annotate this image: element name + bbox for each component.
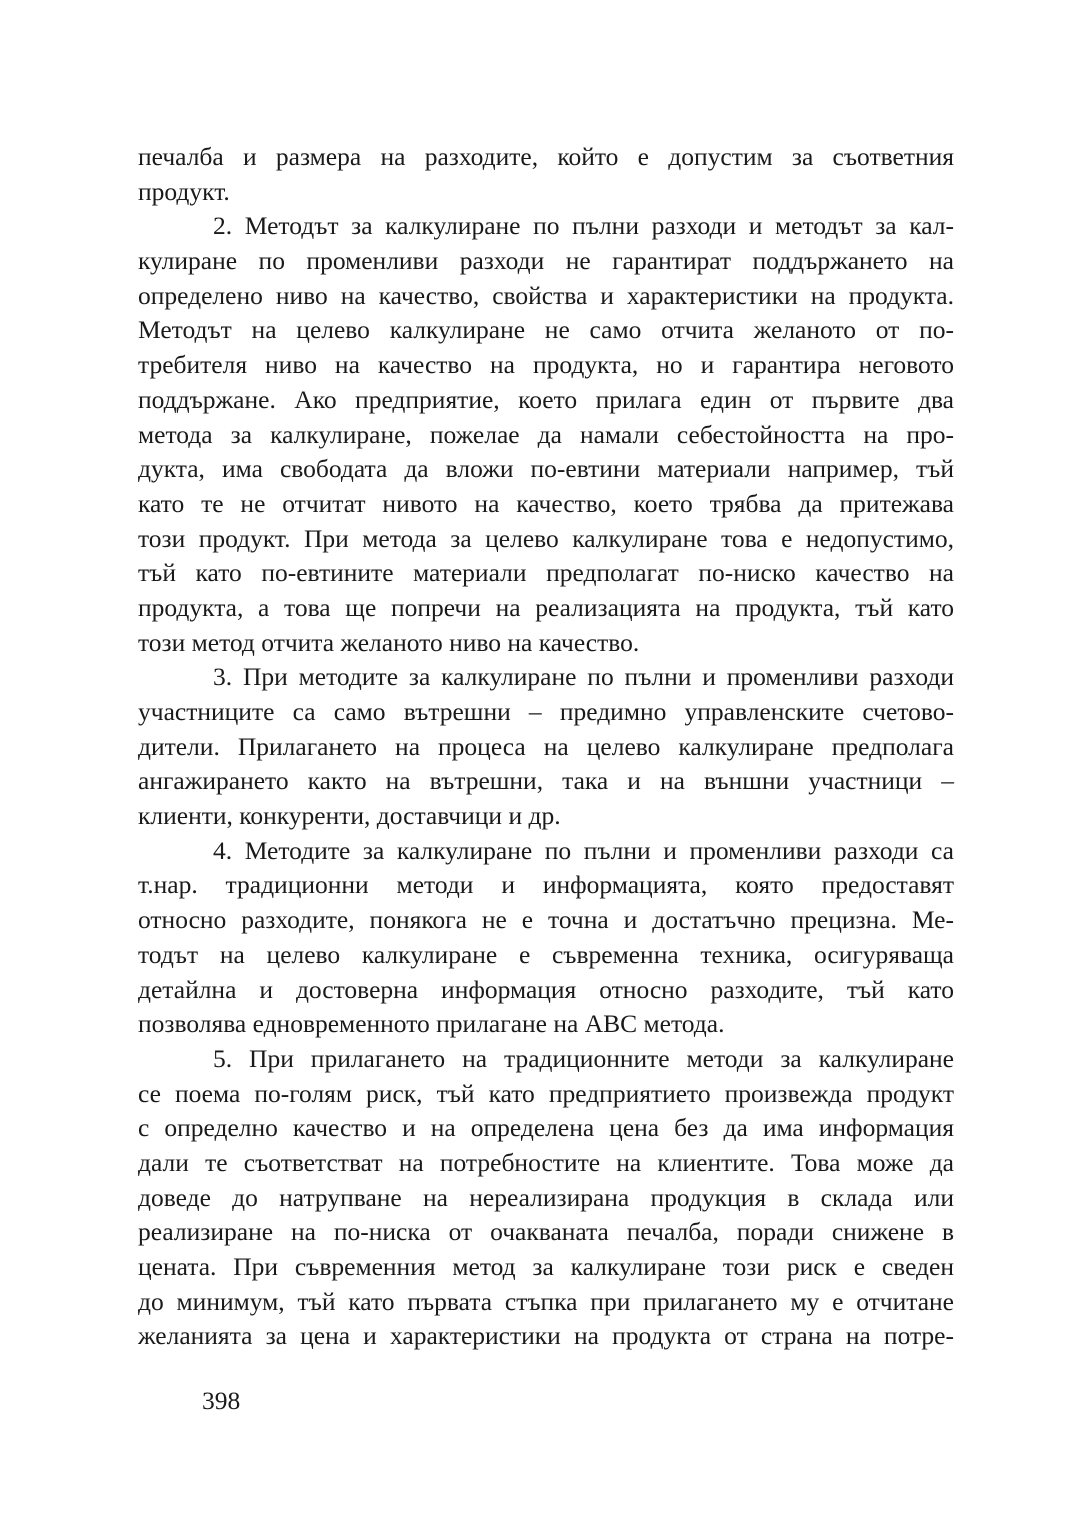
text-line: 3. При методите за калкулиране по пълни и променливи разходи	[213, 662, 954, 692]
text-line: поддържане. Ако предприятие, което прилага един от първите два	[138, 384, 954, 414]
text-line: продукта, а това ще попречи на реализацията на продукта, тъй като	[138, 592, 954, 622]
text-line: този метод отчита желаното ниво на качество.	[138, 627, 640, 657]
text-line: до минимум, тъй като първата стъпка при прилагането му е отчитане	[138, 1286, 954, 1316]
text-line: като те не отчитат нивото на качество, което трябва да притежава	[138, 488, 954, 518]
body-text	[138, 140, 954, 1354]
text-line: позволява едновременното прилагане на ABC метода.	[138, 1009, 725, 1039]
text-line: реализиране на по-ниска от очакваната печалба, поради снижене в	[138, 1217, 954, 1247]
text-line: ангажирането както на вътрешни, така и на външни участници –	[138, 766, 954, 796]
text-line: 2. Методът за калкулиране по пълни разходи и методът за кал-	[213, 211, 954, 241]
text-line: 5. При прилагането на традиционните методи за калкулиране	[213, 1043, 954, 1073]
text-line: детайлна и достоверна информация относно разходите, тъй като	[138, 974, 954, 1004]
text-line: с определно качество и на определена цена без да има информация	[138, 1113, 954, 1143]
paragraph-item-3	[138, 660, 954, 833]
text-line: продукт.	[138, 176, 230, 206]
paragraph-item-2	[138, 209, 954, 660]
text-line: определено ниво на качество, свойства и характеристики на продукта.	[138, 280, 954, 310]
text-line: се поема по-голям риск, тъй като предприятието произвежда продукт	[138, 1078, 954, 1108]
text-line: дители. Прилагането на процеса на целево калкулиране предполага	[138, 731, 954, 761]
text-line: 4. Методите за калкулиране по пълни и променливи разходи са	[213, 835, 954, 865]
text-line: Методът на целево калкулиране не само отчита желаното от по-	[138, 315, 954, 345]
text-line: клиенти, конкуренти, доставчици и др.	[138, 801, 561, 831]
text-line: тодът на целево калкулиране е съвременна техника, осигуряваща	[138, 939, 954, 969]
text-line: дали те съответстват на потребностите на клиентите. Това може да	[138, 1147, 954, 1177]
text-line: цената. При съвременния метод за калкулиране този риск е сведен	[138, 1252, 954, 1281]
paragraph-item-5	[138, 1042, 954, 1354]
text-line: требителя ниво на качество на продукта, но и гарантира неговото	[138, 350, 954, 380]
text-line: т.нар. традиционни методи и информацията, която предоставят	[138, 870, 954, 900]
text-line: относно разходите, понякога не е точна и достатъчно прецизна. Ме-	[138, 905, 954, 935]
text-line: печалба и размера на разходите, който е допустим за съответния	[138, 142, 954, 171]
text-line: метода за калкулиране, пожелае да намали себестойността на про-	[138, 419, 954, 449]
paragraph-continuation	[138, 140, 954, 209]
page-number: 398	[202, 1386, 241, 1415]
text-line: участниците са само вътрешни – предимно управленските счетово-	[138, 697, 954, 726]
text-line: желанията за цена и характеристики на продукта от страна на потре-	[138, 1321, 954, 1351]
text-line: доведе до натрупване на нереализирана продукция в склада или	[138, 1182, 954, 1212]
paragraph-item-4	[138, 834, 954, 1042]
text-line: дукта, има свободата да вложи по-евтини материали например, тъй	[138, 454, 954, 484]
text-line: кулиране по променливи разходи не гарантират поддържането на	[138, 246, 954, 276]
text-line: тъй като по-евтините материали предполагат по-ниско качество на	[138, 558, 954, 588]
text-line: този продукт. При метода за целево калкулиране това е недопустимо,	[138, 523, 954, 553]
